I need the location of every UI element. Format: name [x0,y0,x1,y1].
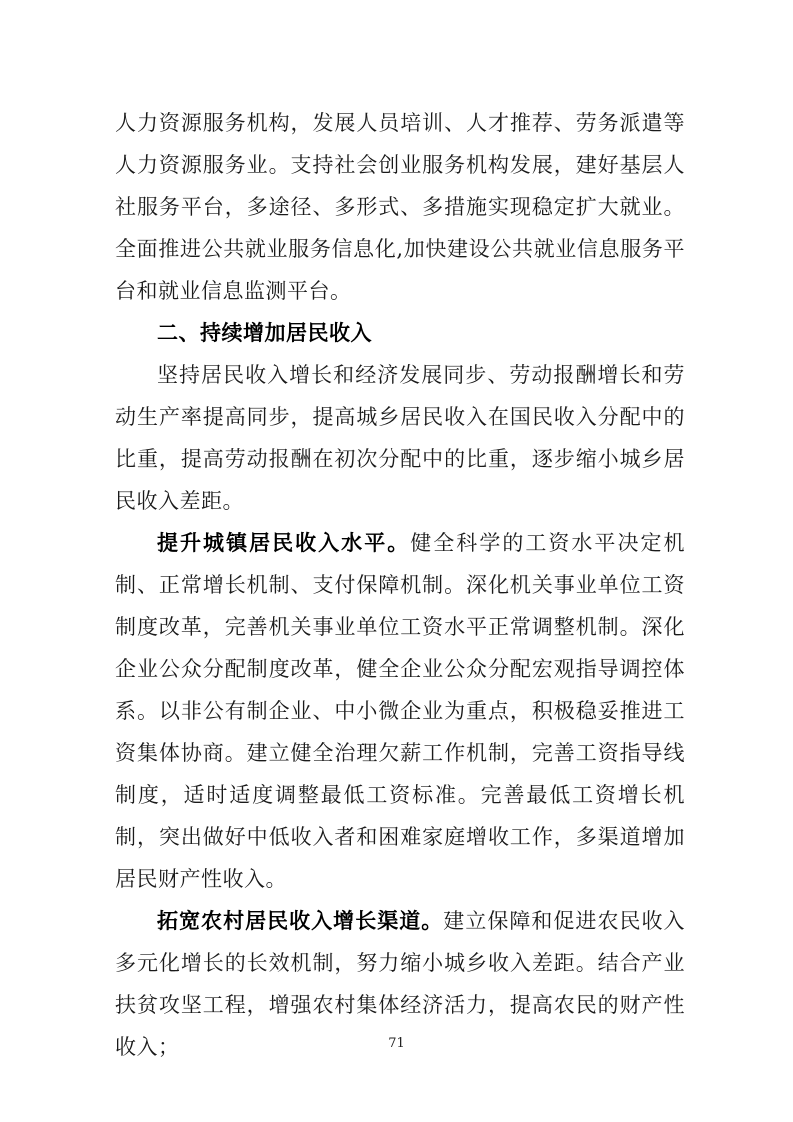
page-text-block [115,102,685,1068]
paragraph-urban-income [115,522,685,900]
paragraph-body-urban-income: 健全科学的工资水平决定机制、正常增长机制、支付保障机制。深化机关事业单位工资制度改革，完善机关事业单位工资水平正常调整机制。深化企业公众分配制度改革，健全企业公众分配宏观指导调控体系。以非公有制企业、中小微企业为重点，积极稳妥推进工资集体协商。建立健全治理欠薪工作机制，完善工资指导线制度，适时适度调整最低工资标准。完善最低工资增长机制，突出做好中低收入者和困难家庭增收工作，多渠道增加居民财产性收入。 [115,531,685,891]
section-heading: 二、持续增加居民收入 [157,320,372,345]
paragraph-lead-urban-income: 提升城镇居民收入水平。 [157,530,411,555]
paragraph-continuation: 人力资源服务机构，发展人员培训、人才推荐、劳务派遣等人力资源服务业。支持社会创业服务机构发展，建好基层人社服务平台，多途径、多形式、多措施实现稳定扩大就业。全面推进公共就业服务信息化,加快建设公共就业信息服务平台和就业信息监测平台。 [115,111,685,303]
paragraph-lead-rural-income: 拓宽农村居民收入增长渠道。 [157,908,444,933]
paragraph-body-rural-income: 建立保障和促进农民收入多元化增长的长效机制，努力缩小城乡收入差距。结合产业扶贫攻坚工程，增强农村集体经济活力，提高农民的财产性收入； [115,909,686,1059]
page-number: 71 [388,1036,405,1051]
paragraph-income-sync: 坚持居民收入增长和经济发展同步、劳动报酬增长和劳动生产率提高同步，提高城乡居民收入在国民收入分配中的比重，提高劳动报酬在初次分配中的比重，逐步缩小城乡居民收入差距。 [115,363,685,513]
